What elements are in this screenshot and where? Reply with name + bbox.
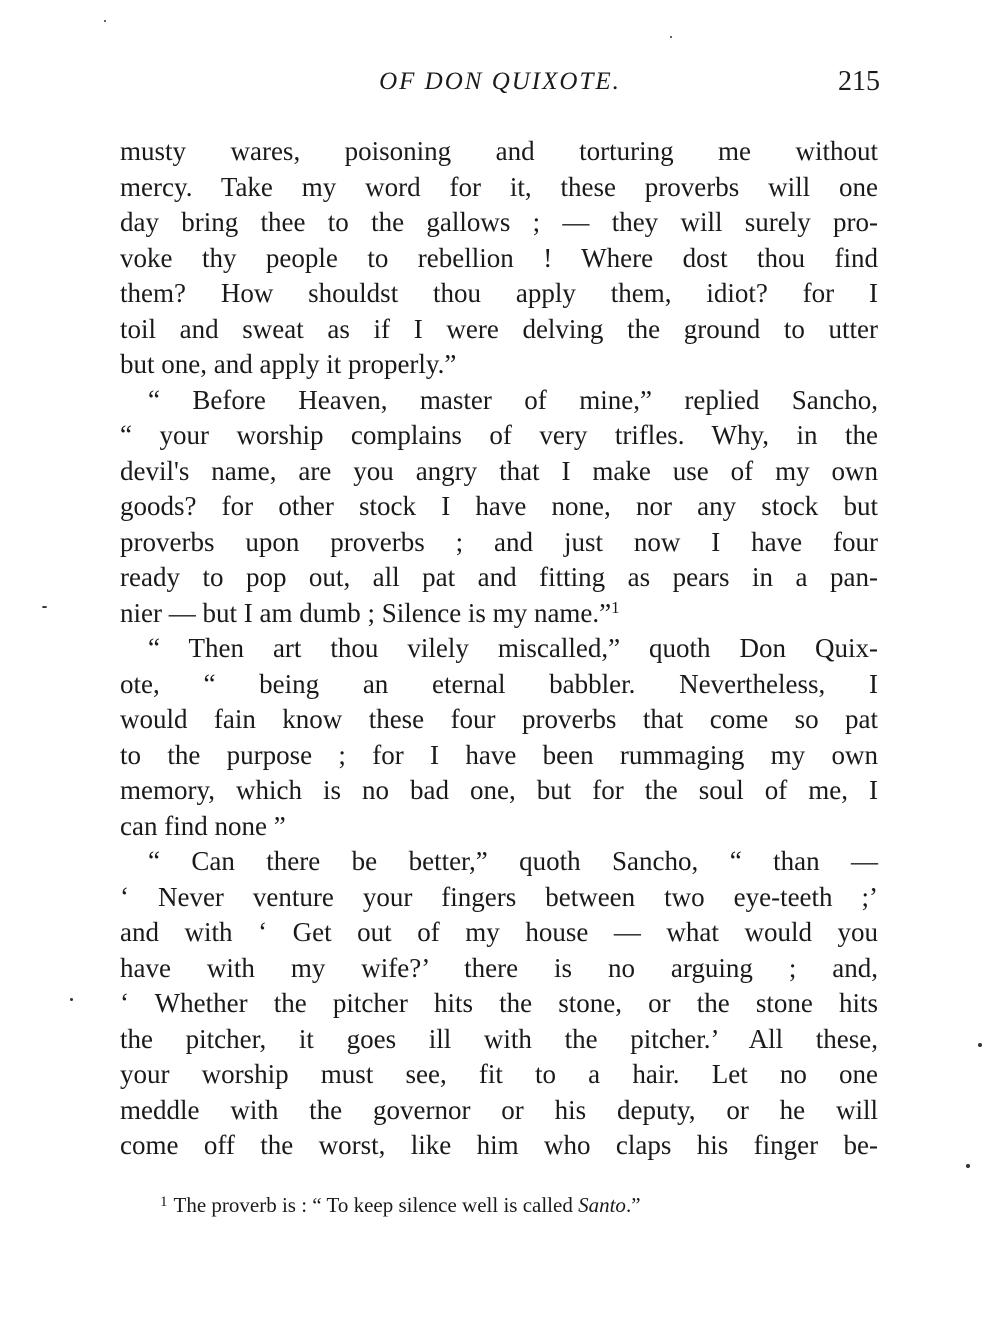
text-line: goods? for other stock I have none, nor any stock but bbox=[120, 491, 878, 521]
text-line: musty wares, poisoning and torturing me without bbox=[120, 136, 878, 166]
page-number: 215 bbox=[838, 66, 880, 97]
footnote-mark: 1 bbox=[160, 1194, 168, 1210]
scan-speck bbox=[966, 1164, 970, 1168]
text-line: voke thy people to rebellion ! Where dost thou find bbox=[120, 242, 878, 273]
scan-speck bbox=[670, 36, 672, 38]
text-line: nier — but I am dumb ; Silence is my name.” bbox=[120, 597, 612, 628]
text-line: proverbs upon proverbs ; and just now I have four bbox=[120, 526, 878, 557]
text-line: and with ‘ Get out of my house — what would you bbox=[120, 917, 878, 947]
text-line: mercy. Take my word for it, these proverbs will one bbox=[120, 171, 878, 202]
text-line: “ your worship complains of very trifles. Why, in the bbox=[120, 420, 878, 450]
scan-speck bbox=[978, 1043, 982, 1047]
text-line: day bring thee to the gallows ; — they will surely pro- bbox=[120, 207, 878, 237]
text-line: can find none ” bbox=[120, 810, 286, 841]
text-line: have with my wife?’ there is no arguing ; and, bbox=[120, 952, 878, 983]
running-head bbox=[120, 62, 880, 102]
text-line: ready to pop out, all pat and fitting as pears in a pan- bbox=[120, 562, 878, 592]
text-line: meddle with the governor or his deputy, or he will bbox=[120, 1094, 878, 1125]
footnote bbox=[160, 1190, 880, 1220]
text-line: “ Can there be better,” quoth Sancho, “ than — bbox=[148, 846, 878, 876]
text-line: but one, and apply it properly.” bbox=[120, 349, 457, 379]
text-line: ote, “ being an eternal babbler. Nevertheless, I bbox=[120, 668, 878, 699]
text-line: “ Before Heaven, master of mine,” replied Sancho, bbox=[148, 384, 878, 415]
body-text bbox=[120, 134, 878, 1164]
text-line: the pitcher, it goes ill with the pitcher.’ All these, bbox=[120, 1023, 878, 1054]
text-line: ‘ Whether the pitcher hits the stone, or the stone hits bbox=[120, 988, 878, 1018]
running-title: OF DON QUIXOTE. bbox=[379, 68, 621, 95]
text-line: your worship must see, fit to a hair. Let no one bbox=[120, 1059, 878, 1089]
scan-speck bbox=[70, 998, 73, 1001]
text-line: devil's name, are you angry that I make use of my own bbox=[120, 455, 878, 486]
text-line: toil and sweat as if I were delving the ground to utter bbox=[120, 313, 878, 344]
text-line: come off the worst, like him who claps his finger be- bbox=[120, 1130, 878, 1160]
text-line: them? How shouldst thou apply them, idiot? for I bbox=[120, 278, 878, 308]
scan-speck bbox=[104, 20, 106, 22]
scan-speck bbox=[42, 606, 47, 608]
text-line: memory, which is no bad one, but for the soul of me, I bbox=[120, 775, 878, 805]
text-line: ‘ Never venture your fingers between two eye-teeth ;’ bbox=[120, 881, 878, 912]
footnote-text: The proverb is : “ To keep silence well is called bbox=[173, 1193, 579, 1217]
footnote-italic-term: Santo bbox=[578, 1193, 626, 1217]
text-line: to the purpose ; for I have been rummaging my own bbox=[120, 739, 878, 770]
text-line: would fain know these four proverbs that come so pat bbox=[120, 704, 878, 734]
text-line-with-footnote bbox=[120, 596, 878, 632]
footnote-end: .” bbox=[625, 1193, 641, 1217]
footnote-reference: 1 bbox=[611, 597, 620, 617]
text-line: “ Then art thou vilely miscalled,” quoth Don Quix- bbox=[148, 633, 878, 663]
